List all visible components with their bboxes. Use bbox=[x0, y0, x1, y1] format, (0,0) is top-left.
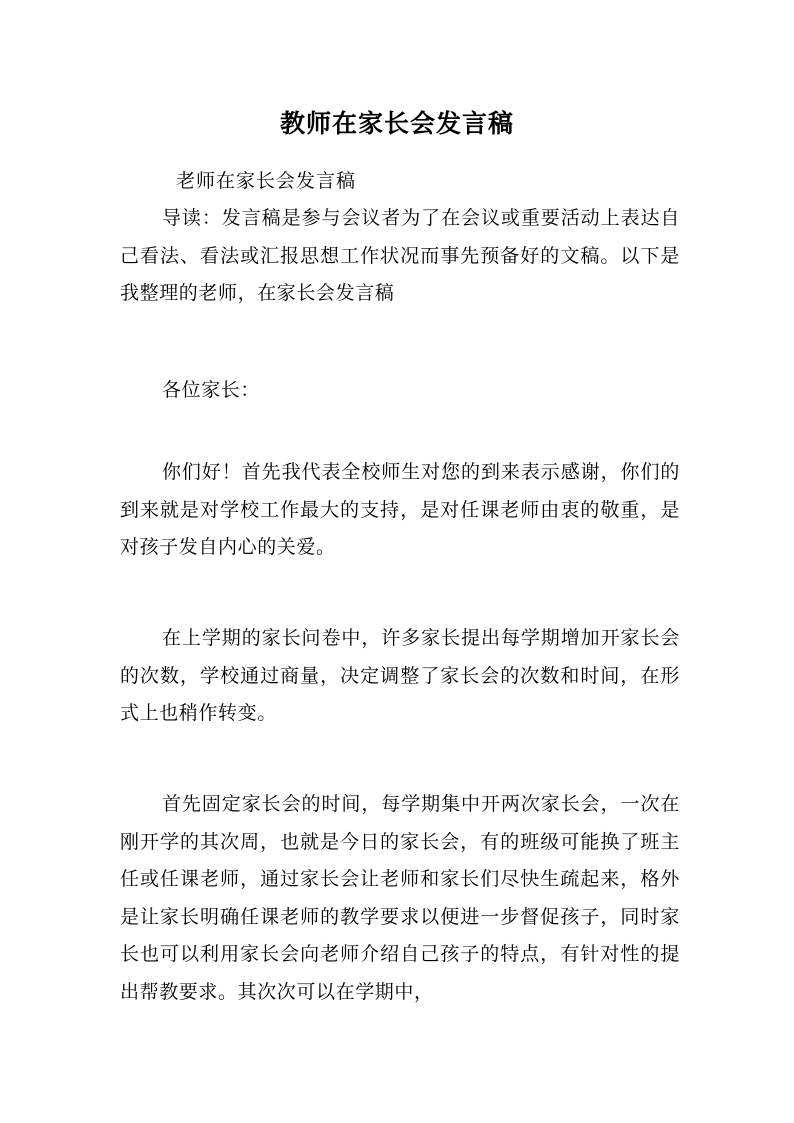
greeting-paragraph: 各位家长： bbox=[162, 379, 261, 401]
document-subtitle: 老师在家长会发言稿 bbox=[176, 170, 357, 192]
intro-paragraph: 导读：发言稿是参与会议者为了在会议或重要活动上表达自己看法、看法或汇报思想工作状况而事先预备好的文稿。以下是我整理的老师，在家长会发言稿 bbox=[120, 207, 680, 304]
body-paragraph: 你们好！首先我代表全校师生对您的到来表示感谢，你们的到来就是对学校工作最大的支持，是对任课老师由衷的敬重，是对孩子发自内心的关爱。 bbox=[120, 461, 680, 558]
document-title: 教师在家长会发言稿 bbox=[279, 109, 514, 138]
body-paragraph: 在上学期的家长问卷中，许多家长提出每学期增加开家长会的次数，学校通过商量，决定调整了家长会的次数和时间，在形式上也稍作转变。 bbox=[120, 627, 680, 724]
body-paragraph: 首先固定家长会的时间，每学期集中开两次家长会，一次在刚开学的其次周，也就是今日的家长会，有的班级可能换了班主任或任课老师，通过家长会让老师和家长们尽快生疏起来，格外是让家长明确任课老师的教学要求以便进一步督促孩子，同时家长也可以利用家长会向老师介绍自己孩子的特点，有针对性的提出帮教要求。其次次可以在学期中， bbox=[120, 793, 680, 1003]
